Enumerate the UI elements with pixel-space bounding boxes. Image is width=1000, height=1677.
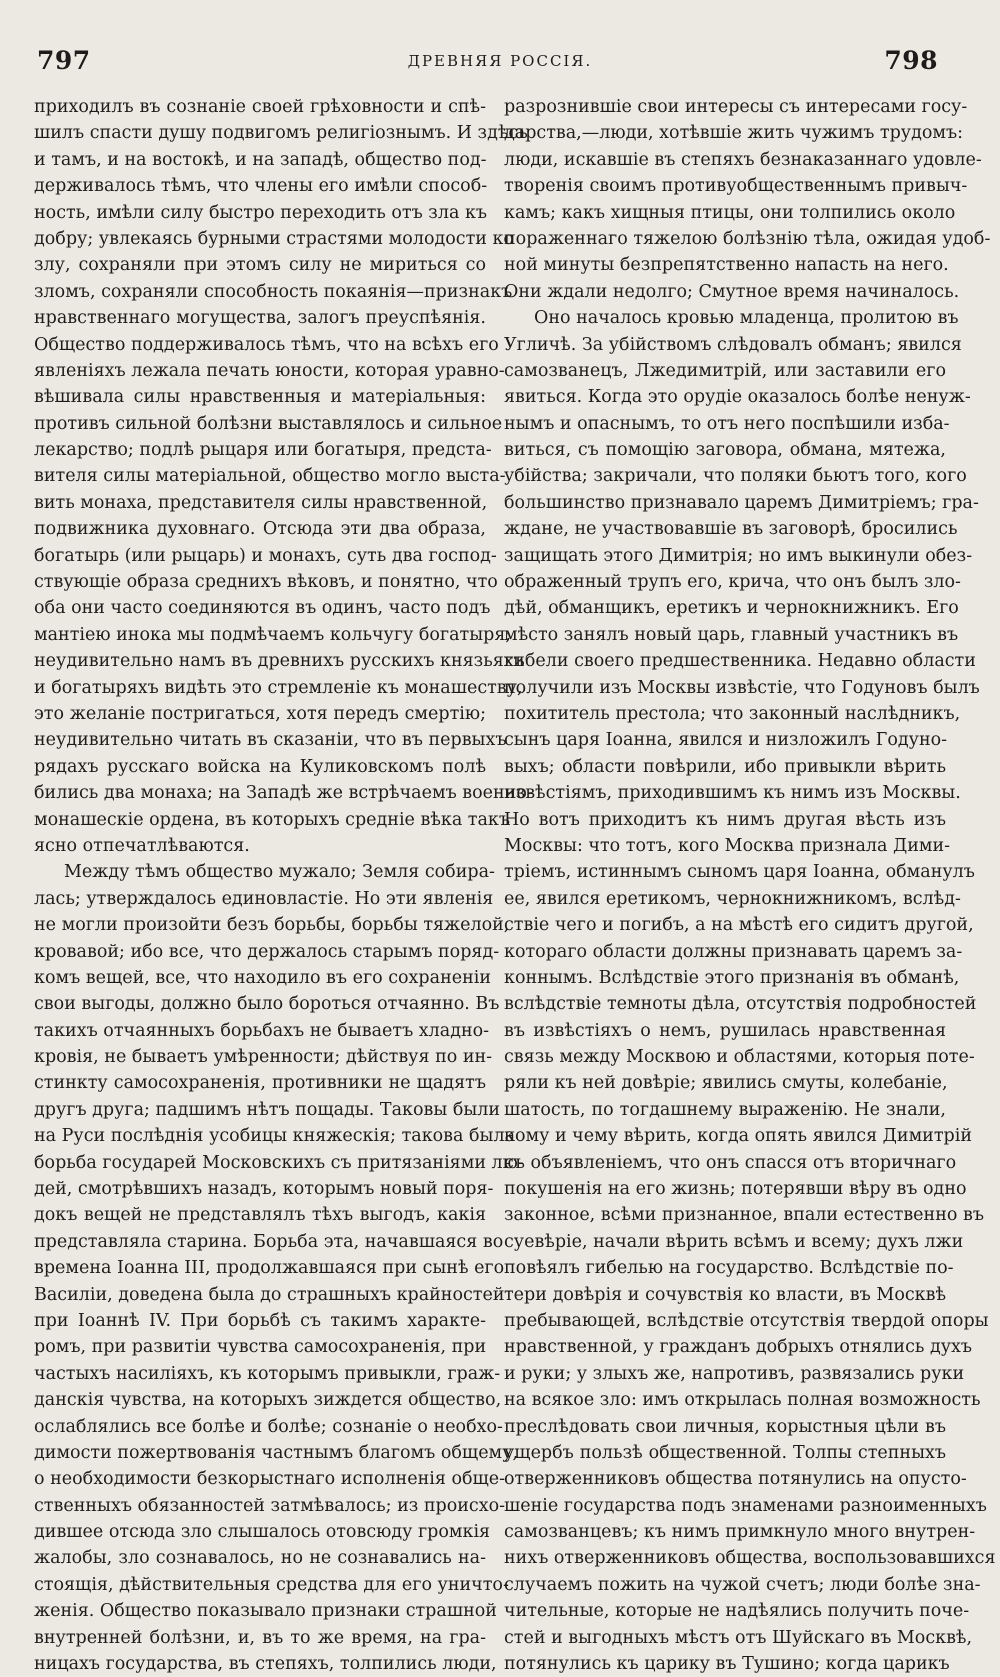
text-line: богатырь (или рыцарь) и монахъ, суть два господ- [34, 545, 497, 566]
text-line: времена Іоанна III, продолжавшаяся при сынѣ его [34, 1258, 505, 1279]
text-line: нихъ отверженниковъ общества, воспользовавшихся [504, 1548, 996, 1569]
text-line: стоящія, дѣйствительныя средства для его уничто- [34, 1574, 509, 1595]
text-line: явиться. Когда это орудіе оказалось болѣе ненуж- [504, 387, 971, 408]
text-line: ствующіе образа среднихъ вѣковъ, и понятно, что [34, 572, 498, 593]
text-line: Общество поддерживалось тѣмъ, что на всѣхъ его [34, 334, 499, 355]
text-line: мѣсто занялъ новый царь, главный участникъ въ [504, 624, 959, 645]
text-line: не могли произойти безъ борьбы, борьбы тяжелой, [34, 915, 510, 936]
text-line: неудивительно читать въ сказаніи, что въ первыхъ [34, 730, 507, 751]
text-line: внутренней болѣзни, и, въ то же время, на гра- [34, 1627, 486, 1648]
text-line: шеніе государства подъ знаменами разноименныхъ [504, 1495, 987, 1516]
text-line: вѣшивала силы нравственныя и матеріальныя: [34, 387, 486, 408]
page-number-right: 798 [884, 46, 938, 75]
text-line: пораженнаго тяжелою болѣзнію тѣла, ожидая удоб- [504, 228, 991, 249]
text-line: и тамъ, и на востокѣ, и на западѣ, общество под- [34, 149, 487, 170]
text-line: Угличѣ. За убійствомъ слѣдовалъ обманъ; явился [504, 334, 962, 355]
text-line: лась; утверждалось единовластіе. Но эти явленія [34, 888, 494, 909]
text-line: коннымъ. Вслѣдствіе этого признанія въ обманѣ, [504, 967, 960, 988]
text-line: нымъ и опаснымъ, то отъ него поспѣшили изба- [504, 413, 950, 434]
text-line: извѣстіямъ, приходившимъ къ нимъ изъ Москвы. [504, 783, 961, 804]
text-line: частыхъ насиліяхъ, къ которымъ привыкли, граж- [34, 1363, 501, 1384]
text-line: подвижника духовнаго. Отсюда эти два образа, [34, 519, 486, 540]
text-line: на всякое зло: имъ открылась полная возможность [504, 1390, 981, 1411]
text-line: тери довѣрія и сочувствія ко власти, въ Москвѣ [504, 1284, 946, 1305]
text-line: ущербъ пользѣ общественной. Толпы степныхъ [504, 1442, 946, 1463]
text-line: въ извѣстіяхъ о немъ, рушилась нравственная [504, 1020, 946, 1041]
text-line: съ объявленіемъ, что онъ спасся отъ вторичнаго [504, 1152, 957, 1173]
text-line: случаемъ пожить на чужой счетъ; люди болѣе зна- [504, 1574, 981, 1595]
text-line: явленіяхъ лежала печать юности, которая уравно- [34, 360, 505, 381]
text-line: котораго области должны признавать царемъ за- [504, 941, 963, 962]
text-line: преслѣдовать свои личныя, корыстныя цѣли въ [504, 1416, 946, 1437]
running-head: ДРЕВНЯЯ РОССІЯ. [407, 52, 593, 70]
text-line: зломъ, сохраняли способность покаянія—признакъ [34, 281, 513, 302]
text-line: связь между Москвою и областями, которыя поте- [504, 1047, 975, 1068]
page-number-left: 797 [37, 46, 91, 75]
text-line: и руки; у злыхъ же, напротивъ, развязались руки [504, 1363, 965, 1384]
text-line: сынъ царя Іоанна, явился и низложилъ Годуно- [504, 730, 948, 751]
text-line: суевѣріе, начали вѣрить всѣмъ и всему; духъ лжи [504, 1231, 964, 1252]
text-line: потянулись къ царику въ Тушино; когда царикъ [504, 1654, 950, 1675]
text-line: дѣй, обманщикъ, еретикъ и чернокнижникъ. Его [504, 598, 959, 619]
text-line: гибели своего предшественника. Недавно области [504, 651, 976, 672]
text-line: повѣялъ гибелью на государство. Вслѣдствіе по- [504, 1258, 954, 1279]
text-line: стей и выгодныхъ мѣстъ отъ Шуйскаго въ Москвѣ, [504, 1627, 973, 1648]
text-line: отверженниковъ общества потянулись на опусто- [504, 1469, 967, 1490]
text-line: ясно отпечатлѣваются. [34, 835, 250, 856]
text-line: дарства,—люди, хотѣвшіе жить чужимъ трудомъ: [504, 123, 964, 144]
text-line: нравственнаго могущества, залогъ преуспѣянія. [34, 308, 486, 329]
text-line: о необходимости безкорыстнаго исполненія обще- [34, 1469, 506, 1490]
text-line: убійства; закричали, что поляки бьютъ того, кого [504, 466, 967, 487]
text-line: ственныхъ обязанностей затмѣвалось; из происхо- [34, 1495, 506, 1516]
text-line: самозванцевъ; къ нимъ примкнуло много внутрен- [504, 1522, 976, 1543]
text-line: Оно началось кровью младенца, пролитою въ [534, 308, 959, 329]
text-line: защищать этого Димитрія; но имъ выкинули обез- [504, 545, 973, 566]
text-line: при Іоаннѣ IV. При борьбѣ съ такимъ характе- [34, 1310, 486, 1331]
text-line: большинство признавало царемъ Димитріемъ; гра- [504, 492, 979, 513]
text-line: кровавой; ибо все, что держалось старымъ поряд- [34, 941, 500, 962]
text-line: вить монаха, представителя силы нравственной, [34, 492, 488, 513]
text-line: вителя силы матеріальной, общество могло выста- [34, 466, 506, 487]
text-line: монашескіе ордена, въ которыхъ средніе вѣка такъ [34, 809, 510, 830]
text-line: противъ сильной болѣзни выставлялось и сильное [34, 413, 503, 434]
text-line: ствіе чего и погибъ, а на мѣстѣ его сидитъ другой, [504, 915, 974, 936]
text-line: получили изъ Москвы извѣстіе, что Годуновъ былъ [504, 677, 980, 698]
text-line: Москвы: что тотъ, кого Москва признала Дими- [504, 835, 951, 856]
text-line: ображенный трупъ его, крича, что онъ былъ зло- [504, 572, 961, 593]
text-line: вслѣдствіе темноты дѣла, отсутствія подробностей [504, 994, 977, 1015]
text-line: неудивительно намъ въ древнихъ русскихъ князьяхъ [34, 651, 525, 672]
text-line: дившее отсюда зло слышалось отовсюду громкія [34, 1522, 491, 1543]
text-line: похититель престола; что законный наслѣдникъ, [504, 703, 961, 724]
text-line: держивалось тѣмъ, что члены его имѣли способ- [34, 176, 488, 197]
text-line: ослаблялись все болѣе и болѣе; сознаніе о необхо- [34, 1416, 503, 1437]
text-line: дей, смотрѣвшихъ назадъ, которымъ новый поря- [34, 1179, 494, 1200]
text-line: такихъ отчаянныхъ борьбахъ не бываетъ хладно- [34, 1020, 490, 1041]
text-line: шатость, по тогдашнему выраженію. Не знали, [504, 1099, 946, 1120]
text-line: другъ друга; падшимъ нѣтъ пощады. Таковы были [34, 1099, 501, 1120]
text-line: докъ вещей не представлялъ тѣхъ выгодъ, какія [34, 1205, 486, 1226]
text-line: творенія своимъ противуобщественнымъ привыч- [504, 176, 968, 197]
text-line: борьба государей Московскихъ съ притязаніями лю- [34, 1152, 524, 1173]
text-line: мантіею инока мы подмѣчаемъ кольчугу богатыря; [34, 624, 512, 645]
text-line: ромъ, при развитіи чувства самосохраненія, при [34, 1337, 487, 1358]
text-line: ее, явился еретикомъ, чернокнижникомъ, вслѣд- [504, 888, 961, 909]
text-line: пребывающей, вслѣдствіе отсутствія твердой опоры [504, 1310, 989, 1331]
text-line: люди, искавшіе въ степяхъ безнаказаннаго удовле- [504, 149, 982, 170]
text-line: это желаніе постригаться, хотя передъ смертію; [34, 703, 486, 724]
text-line: Между тѣмъ общество мужало; Земля собира- [64, 862, 495, 883]
text-line: стинкту самосохраненія, противники не щадятъ [34, 1073, 486, 1094]
text-line: на Руси послѣднія усобицы княжескія; такова была [34, 1126, 516, 1147]
page-header [0, 46, 1000, 86]
text-line: законное, всѣми признанное, впали естественно въ [504, 1205, 984, 1226]
text-line: ждане, не участвовавшіе въ заговорѣ, бросились [504, 519, 958, 540]
text-line: кровія, не бываетъ умѣренности; дѣйствуя по ин- [34, 1047, 493, 1068]
text-line: Но вотъ приходитъ къ нимъ другая вѣсть изъ [504, 809, 946, 830]
text-line: виться, съ помощію заговора, обмана, мятежа, [504, 440, 946, 461]
text-line: выхъ; области повѣрили, ибо привыкли вѣрить [504, 756, 946, 777]
text-line: ность, имѣли силу быстро переходить отъ зла къ [34, 202, 488, 223]
text-line: ницахъ государства, въ степяхъ, толпились люди, [34, 1654, 497, 1675]
text-line: бились два монаха; на Западѣ же встрѣчаемъ военно- [34, 783, 533, 804]
text-line: камъ; какъ хищныя птицы, они толпились около [504, 202, 956, 223]
text-line: Они ждали недолго; Смутное время начиналось. [504, 281, 960, 302]
text-line: женія. Общество показывало признаки страшной [34, 1601, 497, 1622]
text-line: чительные, которые не надѣялись получить поче- [504, 1601, 970, 1622]
text-line: добру; увлекаясь бурными страстями молодости ко [34, 228, 514, 249]
text-line: и богатыряхъ видѣть это стремленіе къ монашеству, [34, 677, 523, 698]
text-line: комъ вещей, все, что находило въ его сохраненіи [34, 967, 492, 988]
text-line: приходилъ въ сознаніе своей грѣховности и спѣ- [34, 97, 486, 117]
text-line: оба они часто соединяются въ одинъ, часто подъ [34, 598, 491, 619]
text-line: самозванецъ, Лжедимитрій, или заставили его [504, 360, 946, 381]
text-line: свои выгоды, должно было бороться отчаянно. Въ [34, 994, 500, 1015]
text-line: ной минуты безпрепятственно напасть на него. [504, 255, 949, 276]
text-line: представляла старина. Борьба эта, начавшаяся во [34, 1231, 504, 1252]
text-line: димости пожертвованія частнымъ благомъ общему, [34, 1442, 519, 1463]
text-line: лекарство; подлѣ рыцаря или богатыря, предста- [34, 440, 492, 461]
text-line: злу, сохраняли при этомъ силу не мириться со [34, 255, 486, 276]
text-line: Василіи, доведена была до страшныхъ крайностей [34, 1284, 505, 1305]
text-line: ряли къ ней довѣріе; явились смуты, колебаніе, [504, 1073, 948, 1094]
text-line: кому и чему вѣрить, когда опять явился Димитрій [504, 1126, 972, 1147]
text-line: нравственной, у гражданъ добрыхъ отнялись духъ [504, 1337, 973, 1358]
text-line: шилъ спасти душу подвигомъ религіознымъ. И здѣсь [34, 123, 528, 144]
text-line: рядахъ русскаго войска на Куликовскомъ полѣ [34, 756, 486, 777]
text-line: покушенія на его жизнь; потерявши вѣру въ одно [504, 1179, 967, 1200]
left-column [34, 94, 533, 1677]
right-column [504, 94, 996, 1677]
text-line: жалобы, зло сознавалось, но не сознавались на- [34, 1548, 486, 1569]
text-line: данскія чувства, на которыхъ зиждется общество, [34, 1390, 502, 1411]
text-line: разрознившіе свои интересы съ интересами госу- [504, 97, 968, 117]
text-line: тріемъ, истиннымъ сыномъ царя Іоанна, обманулъ [504, 862, 975, 883]
